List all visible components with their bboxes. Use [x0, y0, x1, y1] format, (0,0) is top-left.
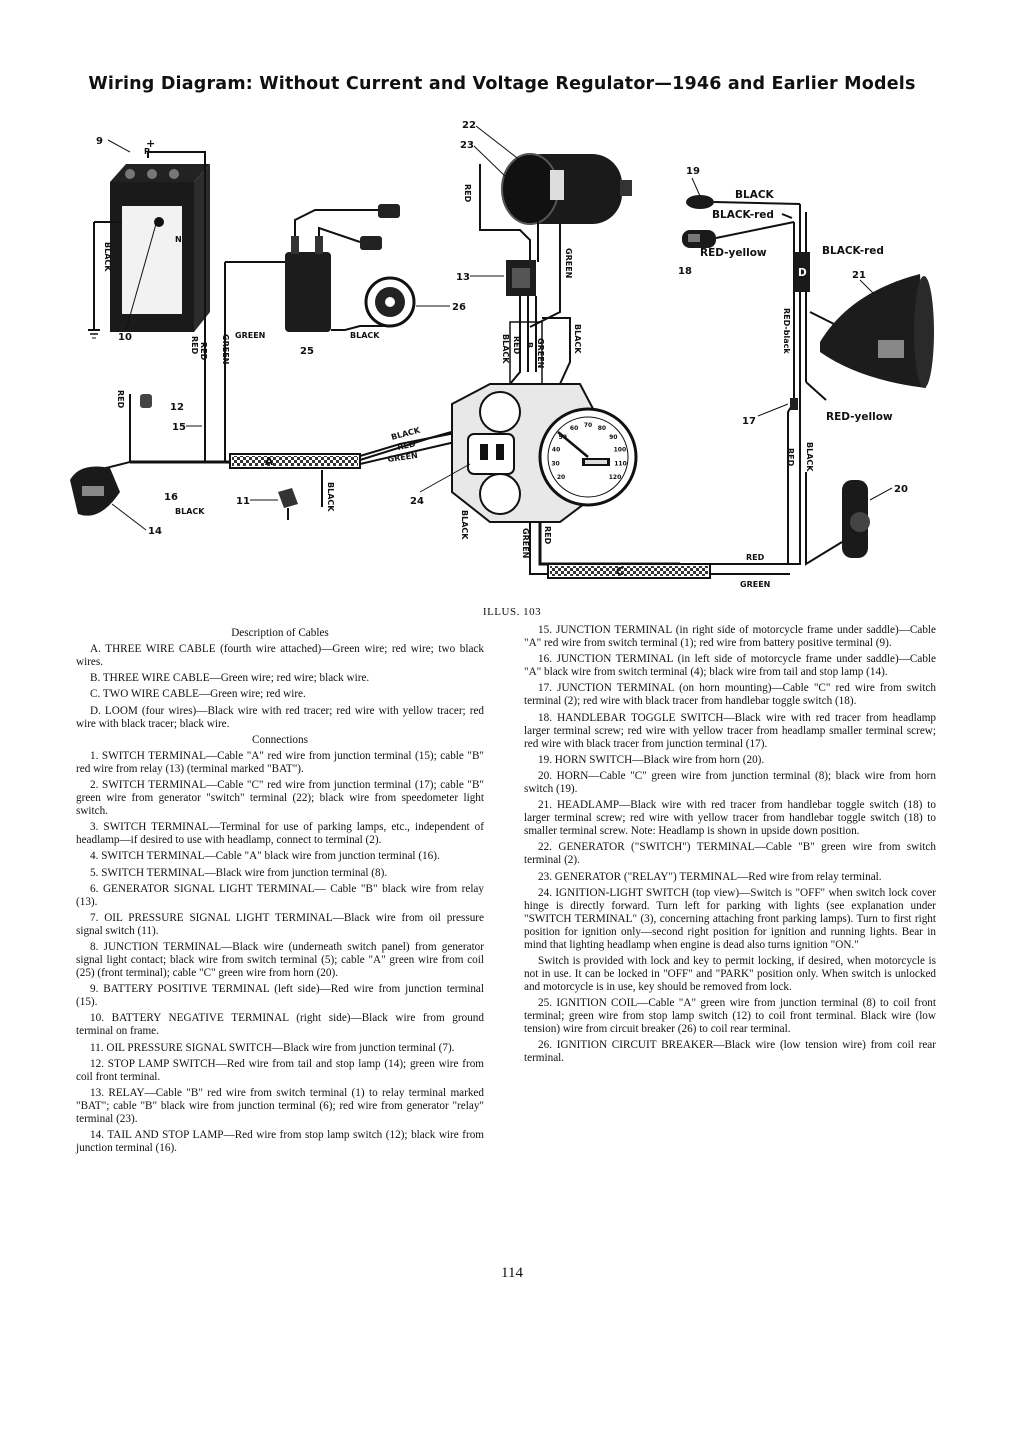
wire-label-red-battery: RED	[199, 342, 208, 361]
callout-13: 13	[456, 272, 470, 283]
oil-pressure-switch	[278, 488, 298, 520]
connection-item: 17. JUNCTION TERMINAL (on horn mounting)—Cable "C" red wire from switch terminal (2); red wire with black tracer from handlebar toggle switch (18).	[524, 682, 936, 708]
ignition-coil	[285, 236, 331, 332]
connection-item: 20. HORN—Cable "C" green wire from junction terminal (8); black wire from horn switch (19).	[524, 769, 936, 795]
callout-16: 16	[164, 492, 178, 503]
wire-label-red-coil: RED	[190, 336, 199, 355]
connection-item: 18. HANDLEBAR TOGGLE SWITCH—Black wire with red tracer from headlamp larger terminal screw; red wire with yellow tracer from headlamp smaller terminal screw; red wire with black tracer from junction terminal (17).	[524, 711, 936, 750]
wire-label-red-lower: RED	[543, 526, 552, 545]
callout-24: 24	[410, 496, 424, 507]
callout-21: 21	[852, 270, 866, 281]
wire-label-black-right: BLACK	[805, 442, 814, 472]
callout-19: 19	[686, 166, 700, 177]
connection-item: 2. SWITCH TERMINAL—Cable "C" red wire from junction terminal (17); cable "B" green wire from generator "switch" terminal (22); black wire from speedometer light switch.	[76, 778, 484, 817]
wire-label-black-center: BLACK	[573, 324, 582, 354]
wire-label-black-red-18: BLACK-red	[712, 209, 774, 221]
left-column	[76, 624, 484, 1158]
callout-23: 23	[460, 140, 474, 151]
instrument-panel	[452, 384, 636, 522]
connection-item: 16. JUNCTION TERMINAL (in left side of motorcycle frame under saddle)—Cable "A" black wire from switch terminal (4); black wire from tail and stop lamp (14).	[524, 653, 936, 679]
wire-label-red-yellow-18: RED-yellow	[700, 247, 767, 259]
wire-label-green-coil: GREEN	[221, 334, 230, 365]
connection-item: 13. RELAY—Cable "B" red wire from switch terminal (1) to relay terminal marked "BAT"; cable "B" black wire from junction terminal (6); red wire from generator "relay" terminal (23).	[76, 1087, 484, 1125]
wire-label-black-24: BLACK	[460, 510, 469, 540]
callout-20: 20	[894, 484, 908, 495]
wiring-diagram	[60, 112, 960, 602]
wire-label-red-bottom: RED	[746, 553, 765, 562]
wire-label-red-relay: RED	[512, 336, 521, 355]
callout-26: 26	[452, 302, 466, 313]
wire-label-red-switch: RED	[396, 439, 417, 452]
battery	[110, 137, 210, 332]
speedometer-tick-label: 30	[551, 460, 560, 468]
speedometer-tick-label: 40	[551, 446, 561, 454]
wire-label-black-red-21: BLACK-red	[822, 245, 884, 257]
connection-item: 19. HORN SWITCH—Black wire from horn (20).	[538, 753, 765, 766]
tail-lamp	[70, 467, 120, 516]
wire-label-green-switch: GREEN	[387, 450, 419, 464]
connection-item: 8. JUNCTION TERMINAL—Black wire (underneath switch panel) from generator signal light contact; black wire from switch terminal (5); cable "A" green wire from coil (25) (front terminal); cable "C" green wire from horn (20).	[76, 941, 484, 980]
speedometer-tick-label: 80	[597, 425, 607, 433]
speedometer-tick-label: 110	[614, 460, 627, 468]
wire-label-green-gen: GREEN	[564, 248, 573, 279]
wire-label-black-breaker: BLACK	[350, 331, 380, 340]
cable-item: D. LOOM (four wires)—Black wire with red tracer; red wire with yellow tracer; red wire with black tracer; black wire.	[76, 704, 484, 730]
callout-15: 15	[172, 422, 186, 433]
callout-9: 9	[96, 136, 103, 147]
circuit-breaker	[366, 278, 414, 326]
wire-label-black-19: BLACK	[735, 189, 774, 201]
connection-item: 25. IGNITION COIL—Cable "A" green wire from junction terminal (8) to coil front terminal; green wire from stop lamp switch (12) to coil front terminal. Black wire (low tension) wire from circuit breaker (26) to coil rear terminal.	[524, 997, 936, 1036]
heading-connections: Connections	[252, 733, 308, 746]
svg-text:+: +	[146, 137, 156, 150]
headlamp	[820, 274, 934, 388]
speedometer-tick-label: 100	[613, 446, 627, 454]
wire-label-green-bottom: GREEN	[740, 580, 771, 589]
cable-item: A. THREE WIRE CABLE (fourth wire attached)—Green wire; red wire; two black wires.	[76, 643, 484, 668]
connection-item: 14. TAIL AND STOP LAMP—Red wire from stop lamp switch (12); black wire from junction terminal (16).	[76, 1129, 484, 1155]
wire-label-red-black-loom: RED-black	[782, 308, 791, 354]
wire-label-black-relay: BLACK	[501, 334, 510, 364]
callout-25: 25	[300, 346, 314, 357]
wire-label-green-lower: GREEN	[521, 528, 530, 559]
connection-item: 11. OIL PRESSURE SIGNAL SWITCH—Black wire from junction terminal (7).	[90, 1041, 455, 1054]
cable-label-c: C	[616, 566, 624, 578]
cable-item: B. THREE WIRE CABLE—Green wire; red wire; black wire.	[90, 672, 370, 685]
wire-label-red-gen: RED	[463, 184, 472, 203]
speedometer-tick-label: 20	[556, 473, 566, 481]
connection-item: 3. SWITCH TERMINAL—Terminal for use of parking lamps, etc., independent of headlamp—if desired to use with headlamp, connect to terminal (2).	[76, 821, 484, 847]
horn	[842, 480, 870, 558]
callout-11: 11	[236, 496, 250, 507]
wire-label-black-16: BLACK	[175, 507, 205, 516]
wire-label-black-battery: BLACK	[103, 242, 112, 272]
connection-item: 1. SWITCH TERMINAL—Cable "A" red wire from junction terminal (15); cable "B" red wire from relay (13) (terminal marked "BAT").	[76, 749, 484, 775]
callout-12: 12	[170, 402, 184, 413]
connection-item: 10. BATTERY NEGATIVE TERMINAL (right side)—Black wire from ground terminal on frame.	[76, 1012, 484, 1038]
toggle-switch	[682, 230, 716, 248]
connection-item: Switch is provided with lock and key to permit locking, if desired, when motorcycle is not in use. It can be locked in "OFF" and "PARK" position only. When switch is unlocked and motorcycle is in use, key should be removed from lock.	[524, 954, 936, 993]
connection-item: 4. SWITCH TERMINAL—Cable "A" black wire from junction terminal (16).	[90, 850, 440, 863]
cable-label-b: B	[525, 342, 534, 349]
connection-item: 7. OIL PRESSURE SIGNAL LIGHT TERMINAL—Black wire from oil pressure signal switch (11).	[76, 911, 484, 937]
connection-item: 26. IGNITION CIRCUIT BREAKER—Black wire (low tension wire) from coil rear terminal.	[524, 1039, 936, 1065]
illustration-caption: ILLUS. 103	[482, 606, 542, 618]
right-column	[524, 624, 936, 1068]
connection-item: 22. GENERATOR ("SWITCH") TERMINAL—Cable "B" green wire from switch terminal (2).	[524, 841, 936, 867]
wire-label-red-right: RED	[786, 448, 795, 467]
connection-item: 9. BATTERY POSITIVE TERMINAL (left side)—Red wire from junction terminal (15).	[76, 983, 484, 1009]
callout-14: 14	[148, 526, 162, 537]
wire-label-green-coil2: GREEN	[235, 331, 266, 340]
wire-label-black-11: BLACK	[326, 482, 335, 512]
speedometer-tick-label: 90	[609, 433, 618, 441]
connection-item: 24. IGNITION-LIGHT SWITCH (top view)—Switch is "OFF" when switch lock cover hinge is directly forward. Turn left for parking with lights (see explanation under "SWITCH TERMINAL" (3), concerning attaching front parking lamps). Turn to first right position for ignition only—second right position for ignition and running lights. Bear in mind that lighting headlamp when engine is dead also turns ignition "ON."	[524, 886, 936, 951]
wire-label-red-yellow-21: RED-yellow	[826, 411, 893, 423]
callout-22: 22	[462, 120, 476, 131]
cable-item: C. TWO WIRE CABLE—Green wire; red wire.	[90, 688, 306, 701]
callout-17: 17	[742, 416, 756, 427]
heading-cables: Description of Cables	[231, 627, 329, 639]
horn-switch	[686, 195, 714, 209]
connection-item: 12. STOP LAMP SWITCH—Red wire from tail and stop lamp (14); green wire from coil front terminal.	[76, 1057, 484, 1083]
connection-item: 5. SWITCH TERMINAL—Black wire from junction terminal (8).	[90, 866, 388, 879]
battery-minus-label: N	[175, 235, 182, 244]
connection-item: 15. JUNCTION TERMINAL (in right side of motorcycle frame under saddle)—Cable "A" red wire from switch terminal (1); red wire from battery positive terminal (9).	[524, 624, 936, 649]
speedometer-tick-label: 60	[569, 425, 579, 433]
page-number: 114	[501, 1265, 523, 1281]
wire-label-green-relay: GREEN	[536, 338, 545, 369]
speedometer-tick-label: 50	[558, 433, 567, 441]
wire-label-black-switch: BLACK	[390, 425, 421, 442]
generator	[502, 154, 632, 224]
speedometer-tick-label: 120	[608, 473, 622, 481]
page-title: Wiring Diagram: Without Current and Voltage Regulator—1946 and Earlier Models	[88, 74, 916, 94]
speedometer-tick-label: 70	[583, 422, 593, 429]
cable-label-d: D	[798, 267, 807, 279]
battery-plus-label: P	[144, 147, 150, 156]
connection-item: 23. GENERATOR ("RELAY") TERMINAL—Red wire from relay terminal.	[538, 870, 882, 883]
connection-item: 21. HEADLAMP—Black wire with red tracer from handlebar toggle switch (18) to larger terminal screw; red wire with yellow tracer from handlebar toggle switch (18) to smaller terminal screw. Note: Headlamp is shown in upside down position.	[524, 799, 936, 838]
connection-item: 6. GENERATOR SIGNAL LIGHT TERMINAL— Cable "B" black wire from relay (13).	[76, 882, 484, 908]
callout-18: 18	[678, 266, 692, 277]
relay	[506, 260, 536, 296]
cable-label-a: A	[265, 456, 274, 468]
callout-10: 10	[118, 332, 132, 343]
wire-label-red-15: RED	[116, 390, 125, 409]
